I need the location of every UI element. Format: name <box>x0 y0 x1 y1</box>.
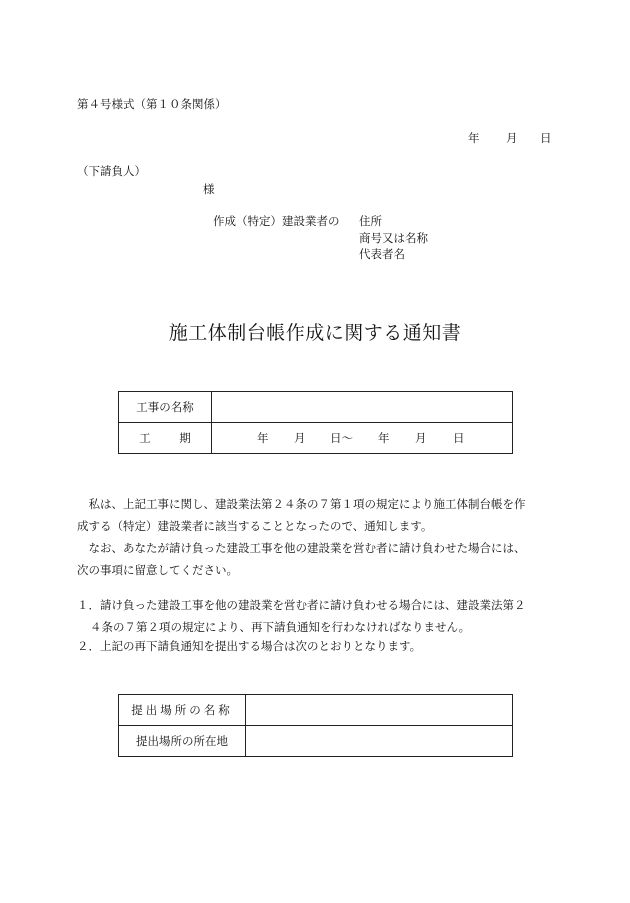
notice-item-2 <box>77 635 555 657</box>
table-row <box>119 726 513 757</box>
notice-paragraph-1-line-b: 成する（特定）建設業者に該当することとなったので、通知します。 <box>77 519 433 533</box>
submission-table <box>118 694 513 757</box>
notice-paragraph-1 <box>77 493 555 537</box>
notice-paragraph-2-line-b: 次の事項に留意してください。 <box>77 563 238 577</box>
notice-item-1-line-a: １．請け負った建設工事を他の建設業を営む者に請け負わせる場合には、建設業法第２ <box>77 598 526 612</box>
date-day: 日 <box>540 131 552 145</box>
period-end-month: 月 <box>415 431 427 445</box>
notice-item-1-line-b: ４条の７第２項の規定により、再下請負通知を行わなければなりません。 <box>90 620 471 634</box>
project-name-field[interactable] <box>212 392 513 423</box>
sender-address: 住所 <box>359 214 382 228</box>
notice-item-2-line: ２．上記の再下請負通知を提出する場合は次のとおりとなります。 <box>77 639 422 653</box>
document-title: 施工体制台帳作成に関する通知書 <box>168 322 462 344</box>
period-end-day: 日 <box>453 431 465 445</box>
project-table <box>118 391 513 454</box>
project-name-label: 工事の名称 <box>119 392 212 423</box>
submission-place-name-field[interactable] <box>246 695 513 726</box>
period-start-day: 日～ <box>330 431 353 445</box>
period-start-year: 年 <box>257 431 269 445</box>
notice-paragraph-1-line-a: 私は、上記工事に関し、建設業法第２４条の７第１項の規定により施工体制台帳を作 <box>88 497 526 511</box>
notice-paragraph-2-line-a: なお、あなたが請け負った建設工事を他の建設業を営む者に請け負わせた場合には、 <box>88 541 526 555</box>
sender-representative: 代表者名 <box>359 247 405 261</box>
submission-place-name-label: 提出場所の名称 <box>119 695 246 726</box>
date-year: 年 <box>468 131 480 145</box>
recipient-label: （下請負人） <box>77 164 146 178</box>
period-label <box>119 423 212 454</box>
period-field[interactable] <box>212 423 513 454</box>
form-number: 第４号様式（第１０条関係） <box>77 97 227 111</box>
notice-item-1 <box>77 594 555 638</box>
period-end-year: 年 <box>378 431 390 445</box>
table-row <box>119 392 513 423</box>
period-label-b: 期 <box>179 431 191 445</box>
table-row <box>119 695 513 726</box>
recipient-honorific: 様 <box>203 182 215 196</box>
period-label-a: 工 <box>139 431 151 445</box>
sender-label: 作成（特定）建設業者の <box>213 214 340 228</box>
notice-paragraph-2 <box>77 537 555 581</box>
submission-place-address-field[interactable] <box>246 726 513 757</box>
sender-trade-name: 商号又は名称 <box>359 231 428 245</box>
table-row <box>119 423 513 454</box>
date-month: 月 <box>506 131 518 145</box>
period-start-month: 月 <box>294 431 306 445</box>
submission-place-address-label: 提出場所の所在地 <box>119 726 246 757</box>
